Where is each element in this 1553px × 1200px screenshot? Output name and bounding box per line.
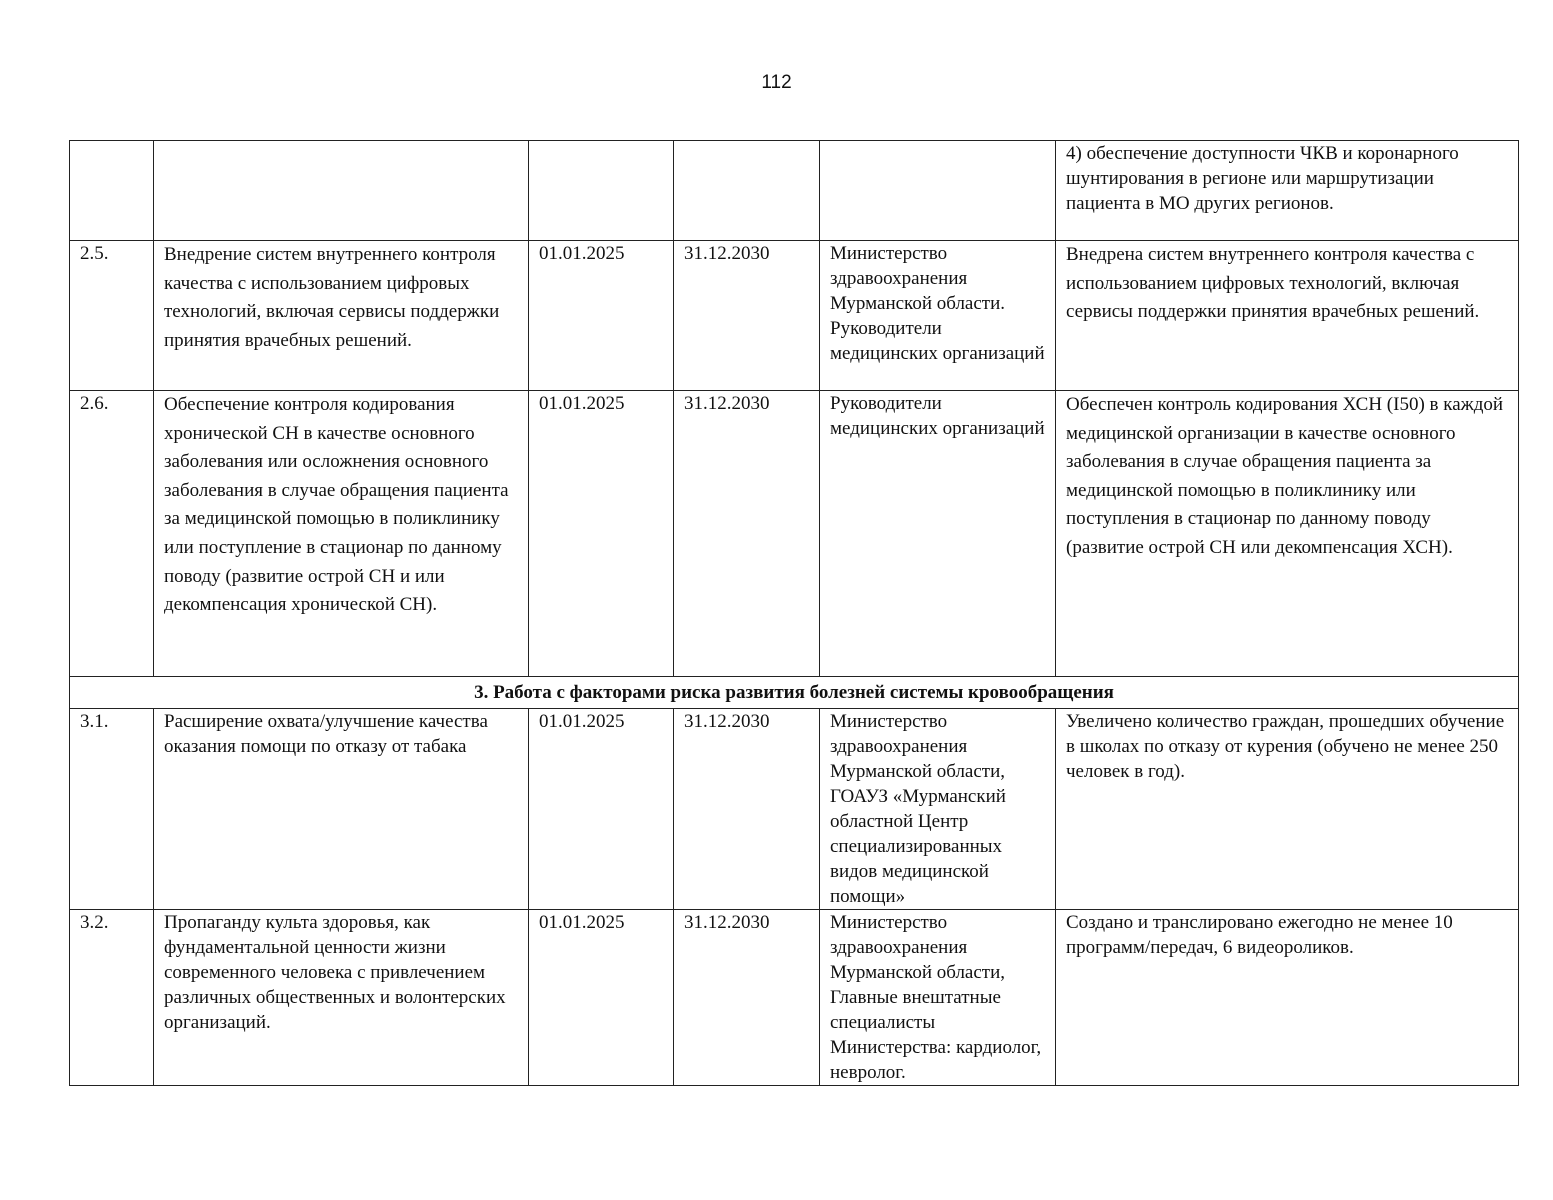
section-header-row [70, 677, 1519, 709]
responsible-cell: Министерство здравоохранения Мурманской области, ГОАУЗ «Мурманский областной Центр специализированных видов медицинской помощи» [820, 709, 1056, 910]
table-row [70, 241, 1519, 391]
activity-cell: Внедрение систем внутреннего контроля качества с использованием цифровых технологий, включая сервисы поддержки принятия врачебных решений. [154, 241, 529, 391]
row-number: 3.1. [70, 709, 154, 910]
table-row [70, 141, 1519, 241]
activity-cell: Обеспечение контроля кодирования хронической СН в качестве основного заболевания или осложнения основного заболевания в случае обращения пациента за медицинской помощью в поликлинику или поступление в стационар по данному поводу (развитие острой СН и или декомпенсация хронической СН). [154, 391, 529, 677]
result-cell: Внедрена систем внутреннего контроля качества с использованием цифровых технологий, включая сервисы поддержки принятия врачебных решений. [1056, 241, 1519, 391]
table-row [70, 709, 1519, 910]
end-date-cell: 31.12.2030 [674, 241, 820, 391]
row-number: 3.2. [70, 910, 154, 1086]
end-date-cell: 31.12.2030 [674, 391, 820, 677]
measures-table [69, 140, 1519, 1086]
end-date-cell [674, 141, 820, 241]
table-row [70, 910, 1519, 1086]
row-number [70, 141, 154, 241]
page-number: 112 [761, 72, 792, 93]
end-date-cell: 31.12.2030 [674, 910, 820, 1086]
activity-cell: Расширение охвата/улучшение качества оказания помощи по отказу от табака [154, 709, 529, 910]
row-number: 2.6. [70, 391, 154, 677]
start-date-cell: 01.01.2025 [529, 709, 674, 910]
result-cell: 4) обеспечение доступности ЧКВ и коронарного шунтирования в регионе или маршрутизации пациента в МО других регионов. [1056, 141, 1519, 241]
responsible-cell: Министерство здравоохранения Мурманской области. Руководители медицинских организаций [820, 241, 1056, 391]
row-number: 2.5. [70, 241, 154, 391]
end-date-cell: 31.12.2030 [674, 709, 820, 910]
start-date-cell: 01.01.2025 [529, 910, 674, 1086]
activity-cell: Пропаганду культа здоровья, как фундаментальной ценности жизни современного человека с привлечением различных общественных и волонтерских организаций. [154, 910, 529, 1086]
result-cell: Создано и транслировано ежегодно не менее 10 программ/передач, 6 видеороликов. [1056, 910, 1519, 1086]
table-row [70, 391, 1519, 677]
responsible-cell: Руководители медицинских организаций [820, 391, 1056, 677]
section-title: 3. Работа с факторами риска развития болезней системы кровообращения [70, 677, 1519, 709]
result-cell: Увеличено количество граждан, прошедших обучение в школах по отказу от курения (обучено не менее 250 человек в год). [1056, 709, 1519, 910]
start-date-cell: 01.01.2025 [529, 391, 674, 677]
start-date-cell [529, 141, 674, 241]
result-cell: Обеспечен контроль кодирования ХСН (I50) в каждой медицинской организации в качестве основного заболевания в случае обращения пациента за медицинской помощью в поликлинику или поступления в стационар по данному поводу (развитие острой СН или декомпенсация ХСН). [1056, 391, 1519, 677]
activity-cell [154, 141, 529, 241]
start-date-cell: 01.01.2025 [529, 241, 674, 391]
responsible-cell: Министерство здравоохранения Мурманской области, Главные внештатные специалисты Министерства: кардиолог, невролог. [820, 910, 1056, 1086]
responsible-cell [820, 141, 1056, 241]
